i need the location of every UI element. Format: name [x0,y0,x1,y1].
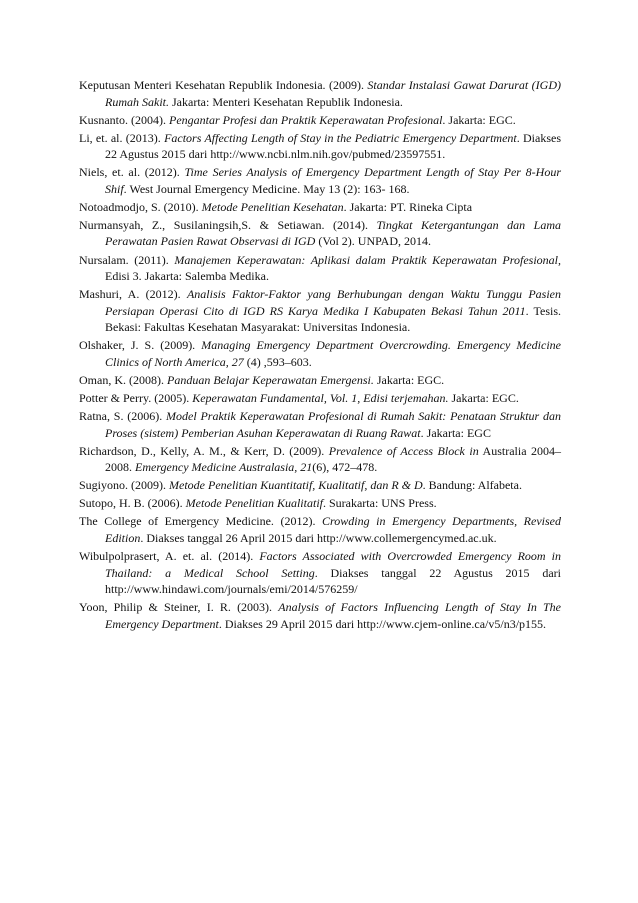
ref-pages: (6), 472–478. [312,460,378,475]
reference-entry [79,548,561,598]
ref-title: Keperawatan Fundamental, Vol. 1, Edisi terjemahan. [192,390,449,405]
reference-entry [79,112,561,129]
reference-entry [79,77,561,110]
ref-author: Wibulpolprasert, A. et. al. (2014). [79,549,260,563]
ref-publisher: . Surakarta: UNS Press. [322,496,437,511]
reference-entry [79,217,561,250]
reference-entry [79,286,561,336]
ref-title: Analysis of Factors Influencing Length of Stay In The Emergency Department [105,600,561,631]
ref-publisher: . Jakarta: PT. Rineka Cipta [343,199,473,214]
reference-entry [79,513,561,546]
ref-author: Richardson, D., Kelly, A. M., & Kerr, D. (2009). [79,443,329,458]
ref-publisher: . Diakses tanggal 26 April 2015 dari http://www.collemergencymed.ac.uk. [140,530,497,545]
ref-title: Time Series Analysis of Emergency Department Length of Stay Per 8-Hour Shif [105,165,561,196]
reference-entry [79,495,561,512]
ref-author: Yoon, Philip & Steiner, I. R. (2003). [79,600,279,615]
reference-entry [79,443,561,476]
ref-publisher: . Diakses tanggal 22 Agustus 2015 dari http://www.hindawi.com/journals/emi/2014/576259/ [105,565,561,596]
reference-entry [79,372,561,389]
ref-title: Factors Associated with Overcrowded Emergency Room in Thailand: a Medical School Setting [105,549,561,580]
ref-publisher: Jakarta: EGC. [373,372,445,387]
ref-author: Li, et. al. (2013). [79,130,165,145]
ref-title: Managing Emergency Department Overcrowding. Emergency Medicine Clinics of North America, 27 [105,338,561,369]
reference-entry [79,337,561,370]
ref-author: Ratna, S. (2006). [79,409,167,424]
reference-list [79,77,561,634]
ref-author: Notoadmodjo, S. (2010). [79,199,202,214]
ref-title: Model Praktik Keperawatan Profesional di Rumah Sakit: Penataan Struktur dan Proses (sistem) Pemberian Asuhan Keperawatan di Ruang Rawat [105,409,561,440]
ref-publisher: . Diakses 29 April 2015 dari http://www.cjem-online.ca/v5/n3/p155. [218,616,547,631]
ref-title: Factors Affecting Length of Stay in the Pediatric Emergency Department [164,130,517,145]
ref-publisher: . West Journal Emergency Medicine. May 13 (2): 163- 168. [123,181,410,196]
ref-title: Analisis Faktor-Faktor yang Berhubungan dengan Waktu Tunggu Pasien Persiapan Operasi Cito di IGD RS Karya Medika I Kabupaten Bekasi Tahun 2011 [105,287,561,318]
ref-title: Metode Penelitian Kuantitatif, Kualitatif, dan R & D [169,478,423,493]
ref-author: Sugiyono. (2009). [79,478,169,493]
ref-title: Pengantar Profesi dan Praktik Keperawatan Profesional [169,112,443,127]
ref-title: Metode Penelitian Kesehatan [201,199,344,214]
ref-publisher: Edisi 3. Jakarta: Salemba Medika. [105,269,269,284]
ref-publisher: Jakarta: EGC. [448,390,519,405]
ref-publisher: . Tesis. Bekasi: Fakultas Kesehatan Masyarakat: Universitas Indonesia. [105,303,561,335]
reference-entry [79,477,561,494]
reference-entry [79,252,561,285]
ref-author: The College of Emergency Medicine. (2012). [79,514,323,529]
ref-author: Olshaker, J. S. (2009). [79,338,202,353]
ref-author: Mashuri, A. (2012). [79,287,187,302]
ref-publisher: . Diakses 22 Agustus 2015 dari http://www.ncbi.nlm.nih.gov/pubmed/23597551. [105,130,561,162]
reference-entry [79,199,561,216]
ref-title: Standar Instalasi Gawat Darurat (IGD) Rumah Sakit. [105,78,561,109]
ref-publisher: (4) ,593–603. [243,354,312,369]
ref-publisher: Jakarta: Menteri Kesehatan Republik Indonesia. [169,94,403,109]
ref-author: Oman, K. (2008). [79,372,167,387]
ref-title: Metode Penelitian Kualitatif [185,496,323,511]
ref-publisher: Australia 2004–2008. [105,443,562,475]
ref-title: Tingkat Ketergantungan dan Lama Perawatan Pasien Rawat Observasi di IGD [105,217,561,249]
reference-entry [79,164,561,197]
ref-journal: Emergency Medicine Australasia, 21 [135,460,313,475]
reference-entry [79,390,561,407]
ref-title: Prevalence of Access Block in [328,443,479,458]
ref-publisher: . Jakarta: EGC. [442,112,516,127]
ref-publisher: . Bandung: Alfabeta. [422,478,522,493]
ref-author: Kusnanto. (2004). [79,112,169,127]
ref-title: Crowding in Emergency Departments, Revised Edition [105,514,561,545]
ref-author: Niels, et. al. (2012). [79,165,185,180]
ref-author: Potter & Perry. (2005). [79,390,193,405]
ref-author: Nurmansyah, Z., Susilaningsih,S. & Setiawan. (2014). [79,217,377,232]
ref-author: Keputusan Menteri Kesehatan Republik Indonesia. (2009). [79,78,368,92]
ref-title: Manajemen Keperawatan: Aplikasi dalam Praktik Keperawatan Profesional, [174,252,561,267]
ref-publisher: (Vol 2). UNPAD, 2014. [315,234,432,249]
ref-title: Panduan Belajar Keperawatan Emergensi. [166,372,374,387]
ref-author: Nursalam. (2011). [79,252,175,267]
ref-author: Sutopo, H. B. (2006). [79,496,186,511]
reference-entry [79,130,561,163]
ref-publisher: . Jakarta: EGC [420,425,491,440]
reference-entry [79,408,561,441]
reference-entry [79,599,561,632]
